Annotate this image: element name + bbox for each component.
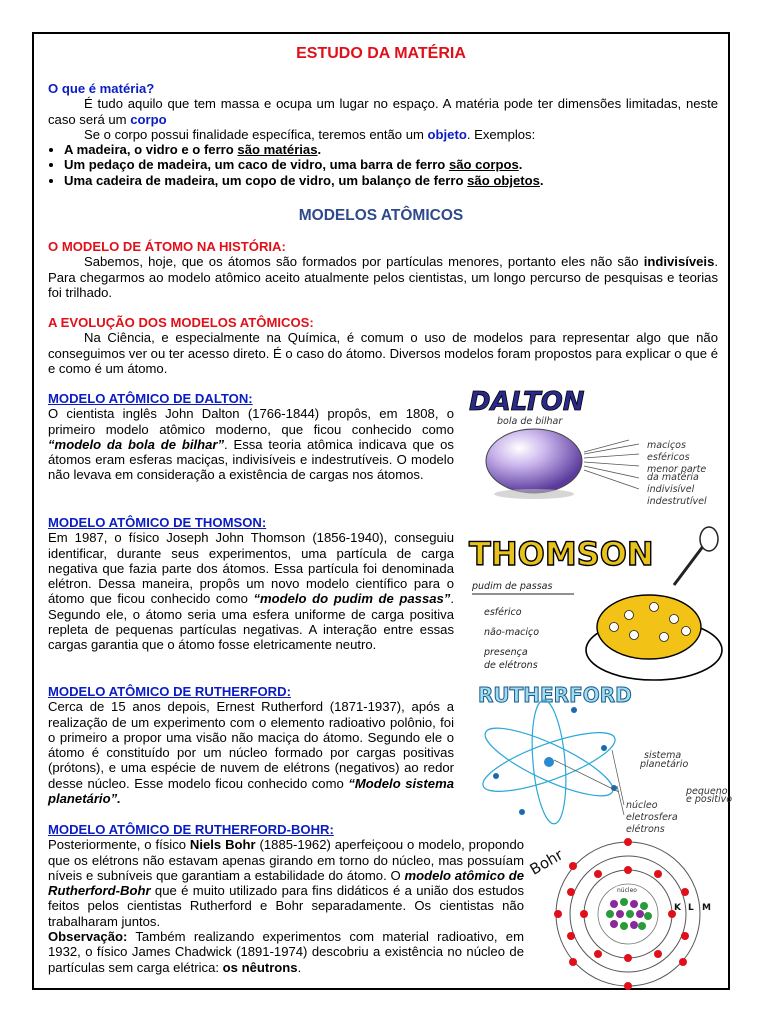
rutherford-illustration (474, 680, 733, 835)
bohr-block (48, 822, 524, 975)
intro-block (48, 81, 718, 188)
object-text-end: . Exemplos: (466, 126, 536, 142)
dalton-fig-subtitle: bola de bilhar (497, 416, 563, 427)
dalton-paragraph: O cientista inglês John Dalton (1766-1844) propôs, em 1808, o primeiro modelo atômico moderno, que ficou conhecido como “modelo da bola de bilhar”. Essa teoria atômica indicava que os átomos eram esferas maciças, indivisíveis e indestrutíveis. O modelo não levava em consideração a existência de cargas nos átomos. (48, 406, 454, 483)
electron-dots (493, 707, 617, 815)
thomson-illustration (464, 515, 726, 685)
term-corpo: corpo (130, 111, 167, 127)
history-heading: O MODELO DE ÁTOMO NA HISTÓRIA: (48, 239, 286, 254)
rutherford-label: pequeno (686, 786, 728, 797)
dalton-label: da matéria (647, 472, 699, 483)
object-paragraph (48, 127, 718, 142)
bohr-heading: MODELO ATÔMICO DE RUTHERFORD-BOHR: (48, 822, 334, 837)
list-item: • Uma cadeira de madeira, um copo de vidro, um balanço de ferro são objetos. (64, 173, 718, 188)
rutherford-label: elétrons (626, 824, 665, 835)
spoon-icon (700, 527, 718, 551)
list-item: • Um pedaço de madeira, um caco de vidro, uma barra de ferro são corpos. (64, 157, 718, 172)
list-item: • A madeira, o vidro e o ferro são matérias. (64, 142, 718, 157)
dalton-illustration (459, 382, 729, 512)
ball-shadow (494, 489, 574, 499)
rutherford-label: eletrosfera (626, 812, 678, 823)
evolution-block (48, 315, 718, 376)
page-frame (32, 32, 733, 990)
evolution-heading: A EVOLUÇÃO DOS MODELOS ATÔMICOS: (48, 315, 314, 330)
intro-paragraph (48, 96, 718, 127)
thomson-label: presença (484, 647, 528, 658)
billiard-ball-icon (486, 429, 582, 493)
dalton-label: menor parte (647, 464, 707, 475)
thomson-fig-title: THOMSON (469, 535, 654, 573)
nucleus-label: núcleo (617, 887, 637, 894)
shell-label-k: K (674, 903, 681, 913)
rutherford-block (48, 684, 454, 806)
shell-label-m: M (702, 903, 711, 913)
rutherford-heading: MODELO ATÔMICO DE RUTHERFORD: (48, 684, 291, 699)
dalton-fig-title: DALTON (469, 387, 585, 417)
history-paragraph: Sabemos, hoje, que os átomos são formados por partículas menores, portanto eles não são indivisíveis. Para chegarmos ao modelo atômico aceito atualmente pelos cientistas, um longo percurso de pesquisas e teorias foi trilhado. (48, 254, 718, 300)
dalton-label: maciços (647, 440, 686, 451)
thomson-heading: MODELO ATÔMICO DE THOMSON: (48, 515, 267, 530)
bohr-fig-title: Bohr (526, 845, 567, 879)
dalton-block (48, 391, 454, 483)
dalton-label: indestrutível (647, 496, 707, 507)
rutherford-fig-title: RUTHERFORD (478, 683, 632, 707)
thomson-label: de elétrons (484, 660, 538, 671)
thomson-block (48, 515, 454, 653)
rutherford-label: sistema (644, 750, 682, 761)
examples-list (48, 142, 718, 188)
spoon-handle (674, 545, 704, 585)
intro-text: É tudo aquilo que tem massa e ocupa um lugar no espaço. A matéria pode ter dimensões limitadas, neste caso será um (48, 96, 718, 127)
rutherford-paragraph: Cerca de 15 anos depois, Ernest Rutherford (1871-1937), após a realização de um experimento com o elemento radioativo polônio, foi o primeiro a propor uma visão não maciça do átomo. Segundo ele o átomo é constituído por um núcleo formado por cargas positivas (prótons), e uma espécie de nuvem de elétrons (negativos) ao redor desse núcleo. Esse modelo ficou conhecido como “Modelo sistema planetário”. (48, 699, 454, 807)
bohr-paragraph: Posteriormente, o físico Niels Bohr (1885-1962) aperfeiçoou o modelo, propondo que os elétrons não estavam apenas girando em torno do núcleo, mas possuíam níveis e subníveis que garantiam a estabilidade do átomo. O modelo atômico de Rutherford-Bohr que é muito utilizado para fins didáticos é a união dos estudos feitos pelos cientistas Rutherford e Bohr separadamente. Os cientistas não trabalharam juntos. (48, 837, 525, 929)
history-block (48, 239, 718, 300)
term-objeto: objeto (427, 126, 467, 142)
dalton-label: indivisível (647, 484, 695, 495)
object-text: Se o corpo possui finalidade específica, teremos então um (84, 126, 428, 142)
rutherford-label: e positivo (686, 794, 733, 805)
section-title: MODELOS ATÔMICOS (298, 207, 464, 224)
dalton-heading: MODELO ATÔMICO DE DALTON: (48, 391, 253, 406)
thomson-fig-subtitle: pudim de passas (472, 581, 553, 592)
rutherford-label: planetário (640, 759, 689, 770)
bohr-illustration (528, 830, 724, 990)
evolution-paragraph: Na Ciência, e especialmente na Química, é comum o uso de modelos para representar algo que não conseguimos ver ou ter acesso direto. É o caso do átomo. Diversos modelos foram propostos para explicar o que é e como é um átomo. (48, 330, 718, 376)
question-heading: O que é matéria? (48, 81, 155, 96)
thomson-label: esférico (484, 607, 522, 618)
page-title: ESTUDO DA MATÉRIA (296, 45, 466, 62)
thomson-paragraph: Em 1987, o físico Joseph John Thomson (1856-1940), conseguiu identificar, durante seus experimentos, uma partícula de carga negativa que fazia parte dos átomos. Essa partícula foi denominada elétron. Dessa maneira, propôs um novo modelo científico para o átomo que ficou conhecido como “modelo do pudim de passas”. Segundo ele, o átomo seria uma esfera uniforme de carga positiva repleta de pequenas partículas negativas. A interação entre essas cargas garantia que o átomo fosse eletricamente neutro. (48, 530, 454, 653)
dalton-label: esféricos (647, 452, 690, 463)
observation-paragraph: Observação: Também realizando experimentos com material radioativo, em 1932, o físico James Chadwick (1891-1974) descobriu a existência no núcleo de partículas sem carga elétrica: os nêutrons. (48, 929, 524, 975)
nucleus-icon (544, 757, 554, 767)
thomson-label: não-maciço (484, 627, 540, 638)
shell-label-l: L (688, 903, 694, 913)
rutherford-label: núcleo (626, 800, 658, 811)
